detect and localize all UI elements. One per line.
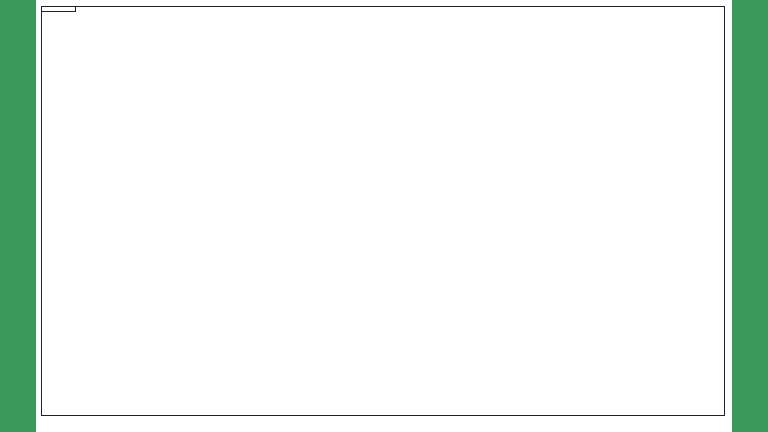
chart-border [41, 6, 725, 416]
down-arrow-icon [119, 11, 123, 27]
key-panel [41, 6, 76, 12]
right-arrow-icon [213, 14, 229, 18]
reporting-chart [41, 6, 725, 416]
